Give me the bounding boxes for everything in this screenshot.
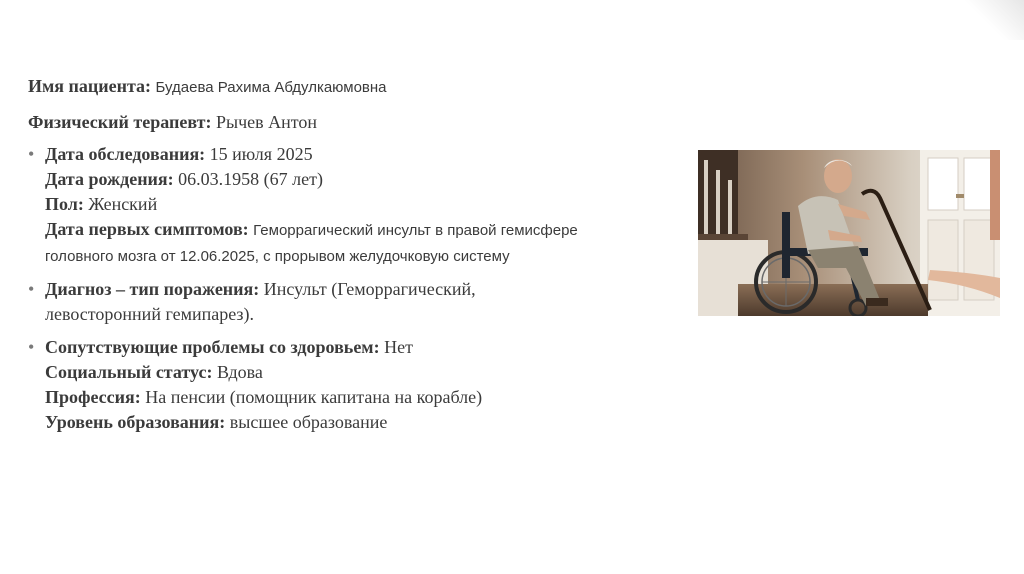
education-label: Уровень образования:	[45, 412, 226, 432]
diagnosis-line	[45, 277, 688, 302]
birth-date-label: Дата рождения:	[45, 169, 174, 189]
patient-name-label: Имя пациента:	[28, 76, 152, 96]
symptoms-label: Дата первых симптомов:	[45, 219, 249, 239]
exam-date-label: Дата обследования:	[45, 144, 206, 164]
therapist-line	[28, 110, 688, 134]
social-status-label: Социальный статус:	[45, 362, 213, 382]
therapist-label: Физический терапевт:	[28, 112, 212, 132]
birth-date-line	[45, 167, 688, 192]
education-line	[45, 410, 688, 435]
symptoms-value-1: Геморрагический инсульт в правой гемисфере	[253, 222, 578, 239]
birth-date-value: 06.03.1958 (67 лет)	[178, 169, 323, 189]
patient-name-line	[28, 74, 688, 100]
diagnosis-value-2: левосторонний гемипарез).	[45, 304, 255, 324]
social-status-value: Вдова	[216, 362, 263, 382]
sex-line	[45, 192, 688, 217]
bullet-diagnosis	[28, 277, 688, 327]
social-status-line	[45, 360, 688, 385]
profession-value: На пенсии (помощник капитана на корабле)	[145, 387, 483, 407]
bullet-icon: •	[28, 337, 35, 357]
symptoms-line-2	[45, 243, 688, 269]
profession-line	[45, 385, 688, 410]
education-value: высшее образование	[229, 412, 388, 432]
profession-label: Профессия:	[45, 387, 141, 407]
patient-name-value: Будаева Рахима Абдулкаюмовна	[155, 79, 387, 96]
comorbid-label: Сопутствующие проблемы со здоровьем:	[45, 337, 380, 357]
exam-date-line	[45, 142, 688, 167]
patient-photo	[698, 150, 1000, 316]
sex-value: Женский	[88, 194, 158, 214]
therapist-value: Рычев Антон	[215, 112, 318, 132]
exam-date-value: 15 июля 2025	[209, 144, 313, 164]
comorbid-line	[45, 335, 688, 360]
diagnosis-line-2	[45, 302, 688, 327]
bullet-social	[28, 335, 688, 435]
patient-info-block	[28, 74, 688, 443]
symptoms-line	[45, 217, 688, 243]
symptoms-value-2: головного мозга от 12.06.2025, с прорывом желудочковую систему	[45, 248, 510, 265]
bullet-icon: •	[28, 144, 35, 164]
bullet-icon: •	[28, 279, 35, 299]
diagnosis-value-1: Инсульт (Геморрагический,	[263, 279, 476, 299]
corner-shadow	[964, 0, 1024, 40]
comorbid-value: Нет	[384, 337, 413, 357]
bullet-exam-details	[28, 142, 688, 269]
sex-label: Пол:	[45, 194, 84, 214]
diagnosis-label: Диагноз – тип поражения:	[45, 279, 260, 299]
